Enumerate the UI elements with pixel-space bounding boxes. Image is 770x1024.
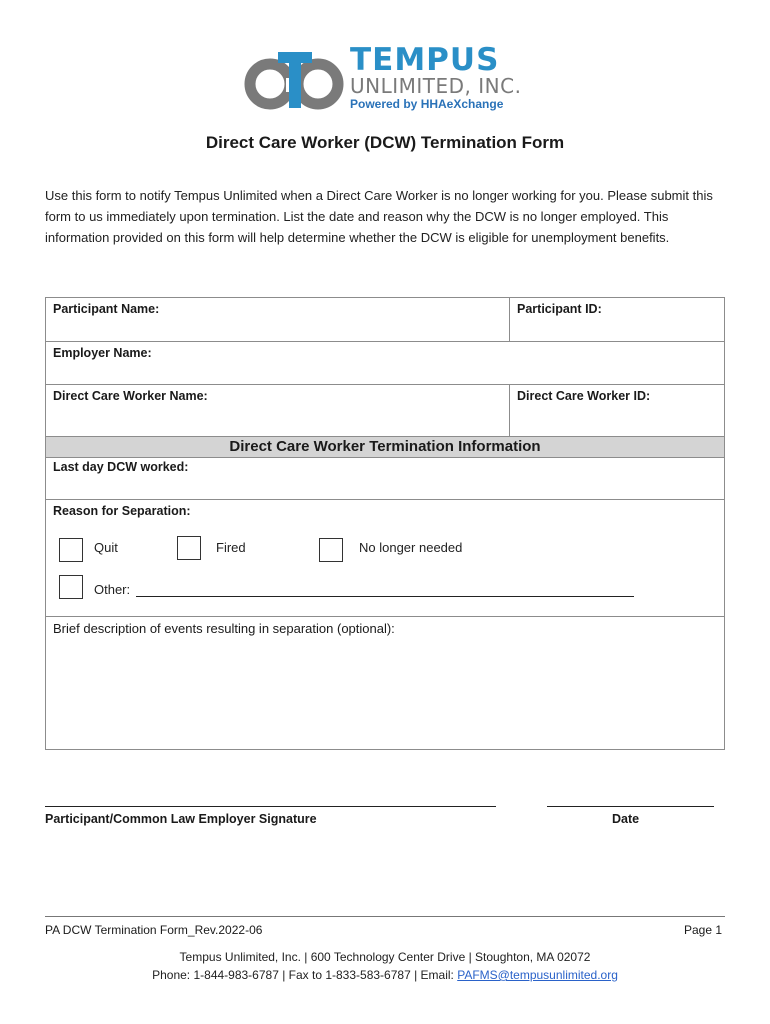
quit-checkbox[interactable] bbox=[59, 538, 83, 562]
dcw-id-field[interactable] bbox=[509, 385, 724, 436]
participant-id-label: Participant ID: bbox=[517, 302, 602, 316]
signature-line[interactable] bbox=[45, 806, 496, 807]
footer-contact bbox=[0, 968, 770, 982]
tempus-logo bbox=[244, 44, 524, 112]
tempus-logo-mark-icon bbox=[244, 48, 348, 112]
dcw-row bbox=[46, 384, 724, 436]
footer-contact-text: Phone: 1-844-983-6787 | Fax to 1-833-583-6787 | Email: bbox=[152, 968, 458, 982]
termination-form bbox=[45, 297, 725, 750]
reason-row bbox=[46, 499, 724, 616]
fired-checkbox[interactable] bbox=[177, 536, 201, 560]
logo-tagline: Powered by HHAeXchange bbox=[350, 97, 504, 111]
dcw-id-label: Direct Care Worker ID: bbox=[517, 389, 651, 403]
footer-email-link[interactable]: PAFMS@tempusunlimited.org bbox=[457, 968, 618, 982]
logo-name: TEMPUS bbox=[350, 42, 500, 78]
employer-name-field[interactable] bbox=[46, 342, 724, 384]
footer-form-id: PA DCW Termination Form_Rev.2022-06 bbox=[45, 923, 263, 937]
quit-label: Quit bbox=[94, 540, 118, 555]
employer-row bbox=[46, 341, 724, 384]
participant-row bbox=[46, 298, 724, 341]
dcw-name-label: Direct Care Worker Name: bbox=[53, 389, 208, 403]
dcw-name-field[interactable] bbox=[46, 385, 509, 436]
description-field[interactable] bbox=[46, 617, 724, 749]
date-line[interactable] bbox=[547, 806, 714, 807]
other-input-line[interactable] bbox=[136, 583, 634, 597]
footer-address: Tempus Unlimited, Inc. | 600 Technology Center Drive | Stoughton, MA 02072 bbox=[179, 950, 591, 964]
description-label: Brief description of events resulting in separation (optional): bbox=[53, 621, 395, 636]
last-day-field[interactable] bbox=[46, 458, 724, 499]
last-day-row bbox=[46, 457, 724, 499]
participant-name-label: Participant Name: bbox=[53, 302, 160, 316]
signature-label: Participant/Common Law Employer Signature bbox=[45, 812, 317, 826]
other-label: Other: bbox=[94, 582, 131, 597]
last-day-label: Last day DCW worked: bbox=[53, 460, 189, 474]
logo-subname: UNLIMITED, INC. bbox=[350, 74, 522, 98]
reason-label: Reason for Separation: bbox=[53, 504, 191, 518]
intro-text: Use this form to notify Tempus Unlimited when a Direct Care Worker is no longer working for you. Please submit this form to us immediately upon termination. List the date and reason why the DCW is no longer employed. This information provided on this form will help determine whether the DCW is eligible for unemployment benefits. bbox=[45, 188, 713, 245]
no-longer-needed-checkbox[interactable] bbox=[319, 538, 343, 562]
footer-rule bbox=[45, 916, 725, 917]
form-title: Direct Care Worker (DCW) Termination Form bbox=[205, 133, 565, 152]
employer-name-label: Employer Name: bbox=[53, 346, 152, 360]
fired-label: Fired bbox=[216, 540, 246, 555]
section-header: Direct Care Worker Termination Information bbox=[46, 436, 724, 457]
participant-name-field[interactable] bbox=[46, 298, 509, 341]
description-row bbox=[46, 616, 724, 749]
date-label: Date bbox=[612, 812, 640, 826]
footer-page-number: Page 1 bbox=[684, 923, 723, 937]
participant-id-field[interactable] bbox=[509, 298, 724, 341]
no-longer-needed-label: No longer needed bbox=[359, 540, 463, 555]
other-checkbox[interactable] bbox=[59, 575, 83, 599]
